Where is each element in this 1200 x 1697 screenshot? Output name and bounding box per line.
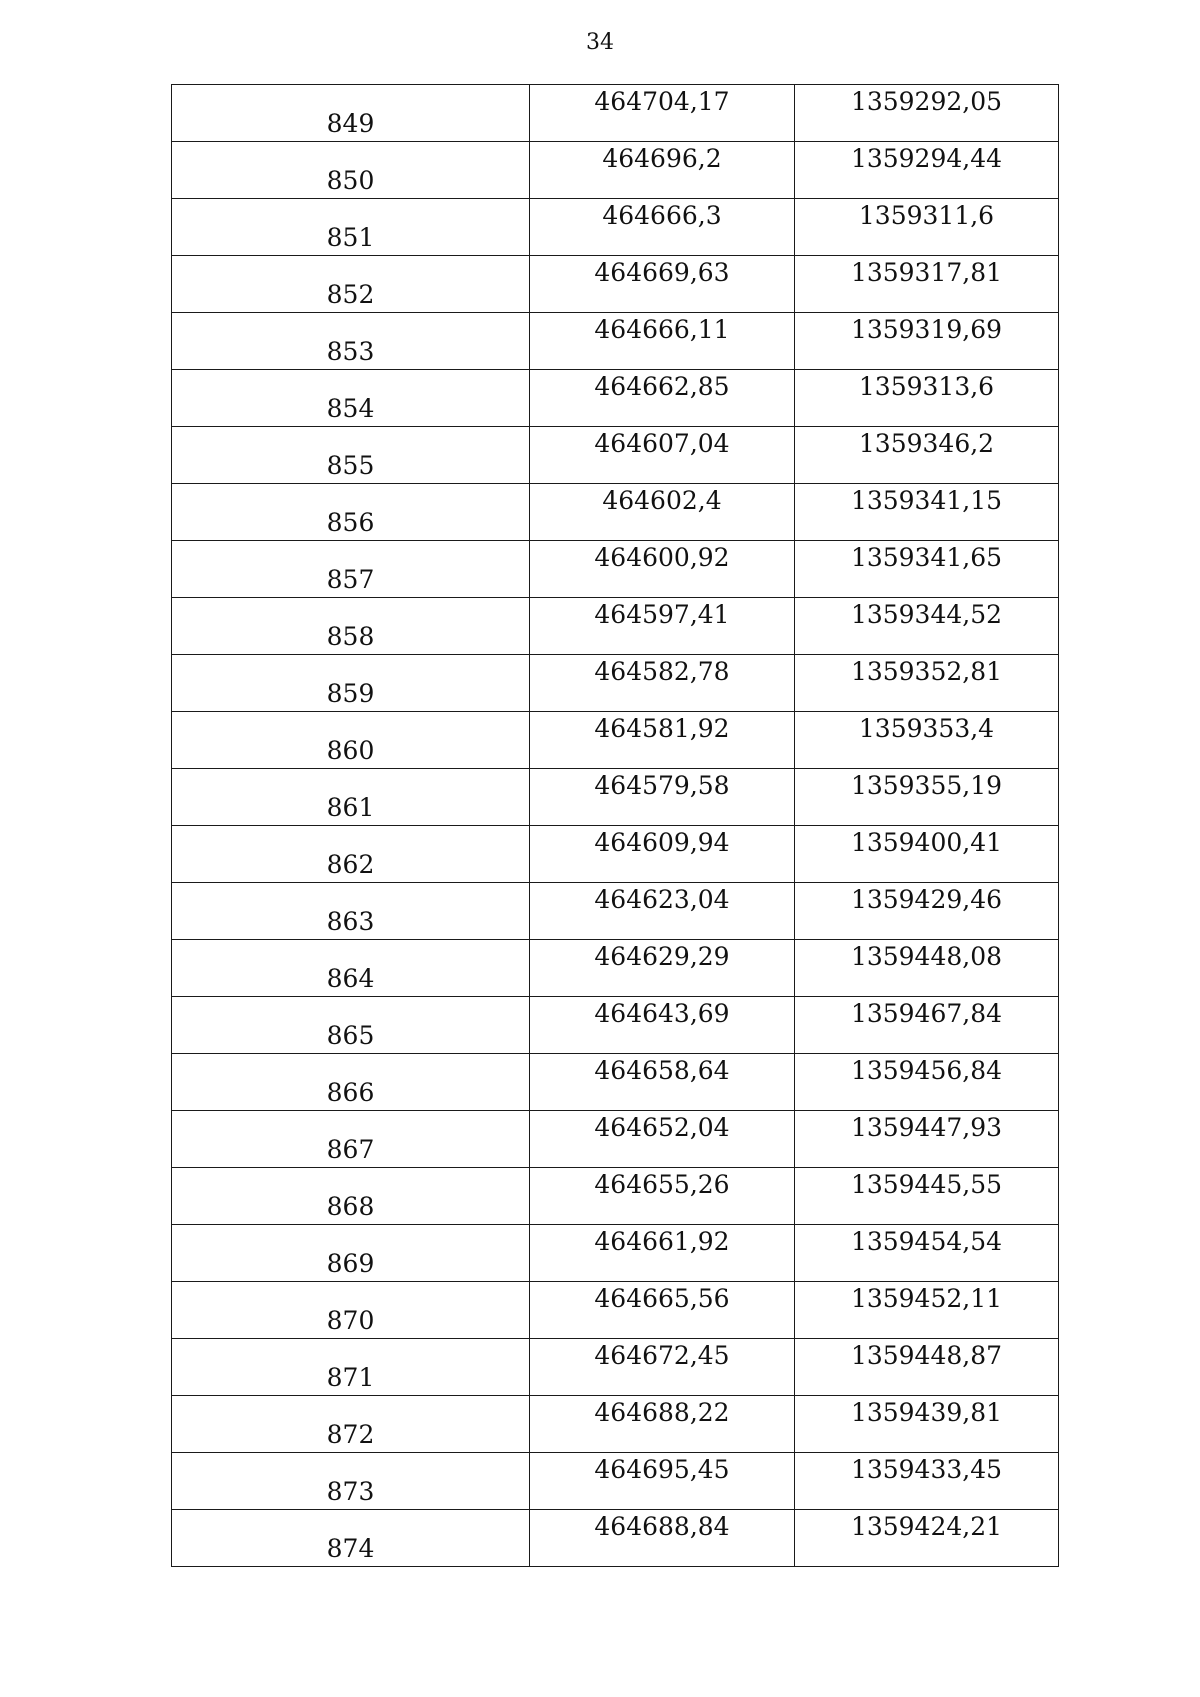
x-coordinate-cell [530,427,795,484]
point-number-cell [172,256,530,313]
y-coordinate-text: 1359317,81 [850,258,1003,287]
point-number-cell [172,655,530,712]
x-coordinate-cell [530,1054,795,1111]
table-row [172,142,1059,199]
y-coordinate-text: 1359355,19 [850,771,1003,800]
point-number-cell [172,1396,530,1453]
y-coordinate-cell [795,484,1059,541]
table-row [172,826,1059,883]
point-number-cell [172,826,530,883]
point-number-text: 857 [326,565,375,594]
point-number-cell [172,1225,530,1282]
y-coordinate-cell [795,1225,1059,1282]
y-coordinate-cell [795,256,1059,313]
point-number-cell [172,85,530,142]
table-row [172,313,1059,370]
y-coordinate-cell [795,1111,1059,1168]
x-coordinate-cell [530,598,795,655]
point-number-cell [172,1510,530,1567]
x-coordinate-cell [530,1111,795,1168]
x-coordinate-cell [530,85,795,142]
y-coordinate-text: 1359433,45 [850,1455,1003,1484]
y-coordinate-cell [795,1168,1059,1225]
x-coordinate-cell [530,199,795,256]
point-number-text: 850 [326,166,375,195]
y-coordinate-cell [795,370,1059,427]
y-coordinate-cell [795,541,1059,598]
table-row [172,655,1059,712]
point-number-text: 862 [326,850,375,879]
y-coordinate-cell [795,940,1059,997]
point-number-text: 852 [326,280,375,309]
x-coordinate-text: 464661,92 [594,1227,730,1256]
x-coordinate-cell [530,1453,795,1510]
x-coordinate-text: 464652,04 [594,1113,730,1142]
point-number-text: 851 [326,223,375,252]
point-number-cell [172,1339,530,1396]
table-row [172,370,1059,427]
y-coordinate-text: 1359341,65 [850,543,1003,572]
x-coordinate-text: 464582,78 [594,657,730,686]
y-coordinate-text: 1359448,87 [850,1341,1003,1370]
x-coordinate-cell [530,1282,795,1339]
table-row [172,256,1059,313]
y-coordinate-cell [795,1282,1059,1339]
x-coordinate-text: 464704,17 [594,87,730,116]
x-coordinate-cell [530,1168,795,1225]
x-coordinate-text: 464629,29 [594,942,730,971]
table-row [172,883,1059,940]
y-coordinate-text: 1359445,55 [850,1170,1003,1199]
point-number-text: 874 [326,1534,375,1563]
y-coordinate-cell [795,142,1059,199]
point-number-text: 866 [326,1078,375,1107]
y-coordinate-text: 1359292,05 [850,87,1003,116]
y-coordinate-cell [795,883,1059,940]
y-coordinate-text: 1359454,54 [850,1227,1003,1256]
x-coordinate-text: 464658,64 [594,1056,730,1085]
table-row [172,1510,1059,1567]
point-number-text: 858 [326,622,375,651]
table-row [172,769,1059,826]
x-coordinate-text: 464688,84 [594,1512,730,1541]
point-number-text: 871 [326,1363,375,1392]
point-number-text: 855 [326,451,375,480]
x-coordinate-cell [530,655,795,712]
point-number-cell [172,541,530,598]
x-coordinate-text: 464666,3 [602,201,722,230]
point-number-cell [172,484,530,541]
x-coordinate-cell [530,997,795,1054]
point-number-cell [172,769,530,826]
point-number-text: 873 [326,1477,375,1506]
x-coordinate-cell [530,940,795,997]
point-number-text: 861 [326,793,375,822]
x-coordinate-text: 464600,92 [594,543,730,572]
y-coordinate-cell [795,997,1059,1054]
y-coordinate-text: 1359313,6 [858,372,995,401]
table-row [172,484,1059,541]
table-row [172,1111,1059,1168]
table-row [172,199,1059,256]
point-number-text: 864 [326,964,375,993]
x-coordinate-text: 464655,26 [594,1170,730,1199]
table-row [172,427,1059,484]
x-coordinate-text: 464666,11 [594,315,730,344]
y-coordinate-text: 1359319,69 [850,315,1003,344]
y-coordinate-text: 1359447,93 [850,1113,1003,1142]
table-row [172,541,1059,598]
point-number-cell [172,1282,530,1339]
point-number-cell [172,997,530,1054]
point-number-cell [172,199,530,256]
page-number: 34 [586,30,614,55]
y-coordinate-text: 1359294,44 [850,144,1003,173]
point-number-cell [172,940,530,997]
y-coordinate-cell [795,655,1059,712]
y-coordinate-text: 1359346,2 [858,429,995,458]
y-coordinate-cell [795,313,1059,370]
point-number-text: 849 [326,109,375,138]
x-coordinate-text: 464643,69 [594,999,730,1028]
point-number-cell [172,142,530,199]
x-coordinate-text: 464602,4 [602,486,722,515]
y-coordinate-cell [795,1510,1059,1567]
x-coordinate-text: 464672,45 [594,1341,730,1370]
y-coordinate-cell [795,1396,1059,1453]
x-coordinate-cell [530,1510,795,1567]
point-number-cell [172,712,530,769]
point-number-text: 859 [326,679,375,708]
table-row [172,1339,1059,1396]
point-number-cell [172,427,530,484]
y-coordinate-cell [795,769,1059,826]
table-row [172,1054,1059,1111]
y-coordinate-cell [795,1453,1059,1510]
table-row [172,940,1059,997]
y-coordinate-cell [795,598,1059,655]
y-coordinate-cell [795,826,1059,883]
y-coordinate-cell [795,1339,1059,1396]
y-coordinate-text: 1359352,81 [850,657,1003,686]
y-coordinate-cell [795,712,1059,769]
x-coordinate-cell [530,712,795,769]
y-coordinate-text: 1359400,41 [850,828,1003,857]
table-row [172,1168,1059,1225]
x-coordinate-cell [530,313,795,370]
point-number-text: 872 [326,1420,375,1449]
y-coordinate-cell [795,427,1059,484]
point-number-text: 869 [326,1249,375,1278]
x-coordinate-text: 464688,22 [594,1398,730,1427]
y-coordinate-text: 1359448,08 [850,942,1003,971]
x-coordinate-cell [530,1225,795,1282]
x-coordinate-cell [530,883,795,940]
table-row [172,997,1059,1054]
point-number-cell [172,598,530,655]
y-coordinate-text: 1359344,52 [850,600,1003,629]
x-coordinate-cell [530,769,795,826]
point-number-text: 867 [326,1135,375,1164]
x-coordinate-cell [530,142,795,199]
table-row [172,712,1059,769]
x-coordinate-cell [530,484,795,541]
table-row [172,1225,1059,1282]
x-coordinate-text: 464609,94 [594,828,730,857]
y-coordinate-text: 1359452,11 [850,1284,1003,1313]
x-coordinate-cell [530,826,795,883]
point-number-cell [172,1054,530,1111]
point-number-text: 860 [326,736,375,765]
y-coordinate-cell [795,1054,1059,1111]
x-coordinate-text: 464607,04 [594,429,730,458]
point-number-text: 863 [326,907,375,936]
x-coordinate-text: 464581,92 [594,714,730,743]
x-coordinate-text: 464669,63 [594,258,730,287]
point-number-text: 856 [326,508,375,537]
y-coordinate-text: 1359467,84 [850,999,1003,1028]
point-number-cell [172,313,530,370]
y-coordinate-cell [795,85,1059,142]
x-coordinate-cell [530,541,795,598]
x-coordinate-text: 464579,58 [594,771,730,800]
point-number-cell [172,1168,530,1225]
table-row [172,1396,1059,1453]
point-number-cell [172,1453,530,1510]
x-coordinate-text: 464662,85 [594,372,730,401]
x-coordinate-text: 464623,04 [594,885,730,914]
point-number-cell [172,1111,530,1168]
x-coordinate-text: 464597,41 [594,600,730,629]
x-coordinate-text: 464696,2 [602,144,722,173]
y-coordinate-cell [795,199,1059,256]
x-coordinate-cell [530,1339,795,1396]
y-coordinate-text: 1359439,81 [850,1398,1003,1427]
y-coordinate-text: 1359456,84 [850,1056,1003,1085]
coordinates-table [171,84,1059,1567]
table-row [172,85,1059,142]
x-coordinate-cell [530,370,795,427]
point-number-text: 865 [326,1021,375,1050]
point-number-text: 853 [326,337,375,366]
point-number-cell [172,883,530,940]
point-number-cell [172,370,530,427]
table-body [172,85,1059,1567]
table-row [172,1282,1059,1339]
y-coordinate-text: 1359353,4 [858,714,995,743]
y-coordinate-text: 1359429,46 [850,885,1003,914]
y-coordinate-text: 1359424,21 [850,1512,1003,1541]
x-coordinate-text: 464665,56 [594,1284,730,1313]
point-number-text: 870 [326,1306,375,1335]
point-number-text: 854 [326,394,375,423]
x-coordinate-cell [530,256,795,313]
table-row [172,598,1059,655]
point-number-text: 868 [326,1192,375,1221]
y-coordinate-text: 1359311,6 [858,201,995,230]
table-row [172,1453,1059,1510]
y-coordinate-text: 1359341,15 [850,486,1003,515]
x-coordinate-text: 464695,45 [594,1455,730,1484]
x-coordinate-cell [530,1396,795,1453]
